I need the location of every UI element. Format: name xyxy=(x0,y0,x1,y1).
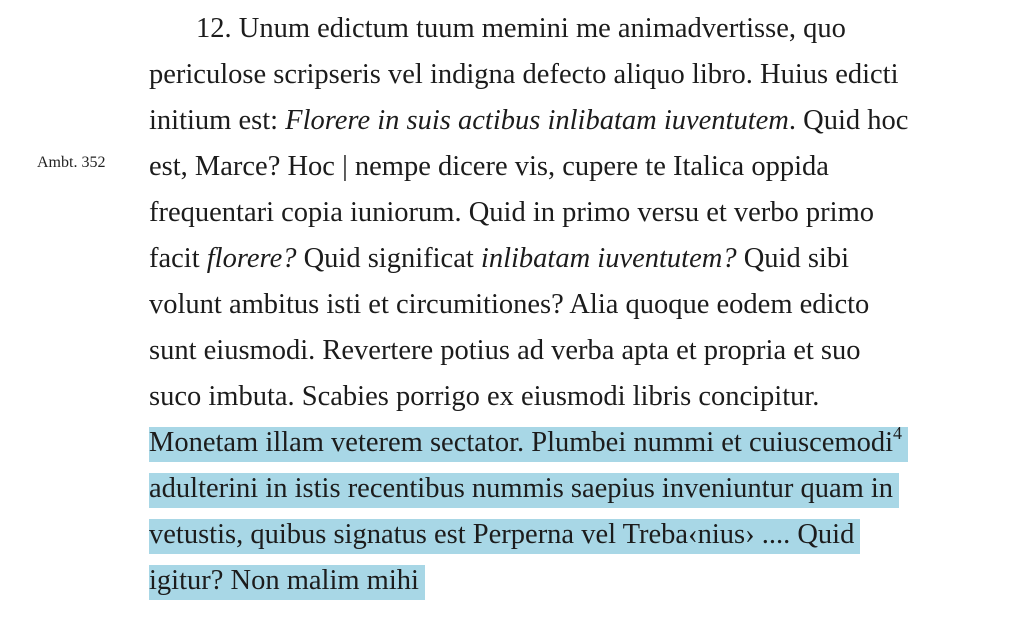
text-highlight[interactable]: vetustis, quibus signatus est Perperna vel Treba‹nius› .... Quid xyxy=(149,519,860,554)
italic-quote: florere? xyxy=(206,243,297,274)
text-highlight[interactable]: adulterini in istis recentibus nummis saepius inveniuntur quam in xyxy=(149,473,899,508)
text-line: volunt ambitus isti et circumitiones? Alia quoque eodem edicto xyxy=(149,289,870,320)
italic-quote: Florere in suis actibus inlibatam iuventutem xyxy=(285,105,789,136)
text-line: sunt eiusmodi. Revertere potius ad verba apta et propria et suo xyxy=(149,335,861,366)
margin-reference: Ambt. 352 xyxy=(37,154,106,171)
highlighted-line[interactable] xyxy=(149,420,1009,466)
text-line: frequentari copia iuniorum. Quid in primo versu et verbo primo xyxy=(149,197,874,228)
text-line: facit florere? Quid significat inlibatam iuventutem? Quid sibi xyxy=(149,243,850,274)
footnote-marker[interactable]: 4 xyxy=(893,423,902,443)
text-line: est, Marce? Hoc | nempe dicere vis, cupere te Italica oppida xyxy=(149,151,829,182)
paragraph-text xyxy=(149,6,1009,604)
highlighted-line[interactable] xyxy=(149,466,1009,512)
text-line: suco imbuta. Scabies porrigo ex eiusmodi libris concipitur. xyxy=(149,381,820,412)
text-highlight[interactable]: igitur? Non malim mihi xyxy=(149,565,425,600)
text-line: initium est: Florere in suis actibus inlibatam iuventutem. Quid hoc xyxy=(149,105,909,136)
highlighted-line[interactable] xyxy=(149,558,1009,604)
highlighted-line[interactable] xyxy=(149,512,1009,558)
text-line: 12. Unum edictum tuum memini me animadvertisse, quo xyxy=(196,13,846,44)
text-highlight[interactable]: Monetam illam veterem sectator. Plumbei nummi et cuiuscemodi$^4$ xyxy=(149,427,908,462)
text-line: periculose scripseris vel indigna defecto aliquo libro. Huius edicti xyxy=(149,59,899,90)
italic-quote: inlibatam iuventutem? xyxy=(480,243,737,274)
